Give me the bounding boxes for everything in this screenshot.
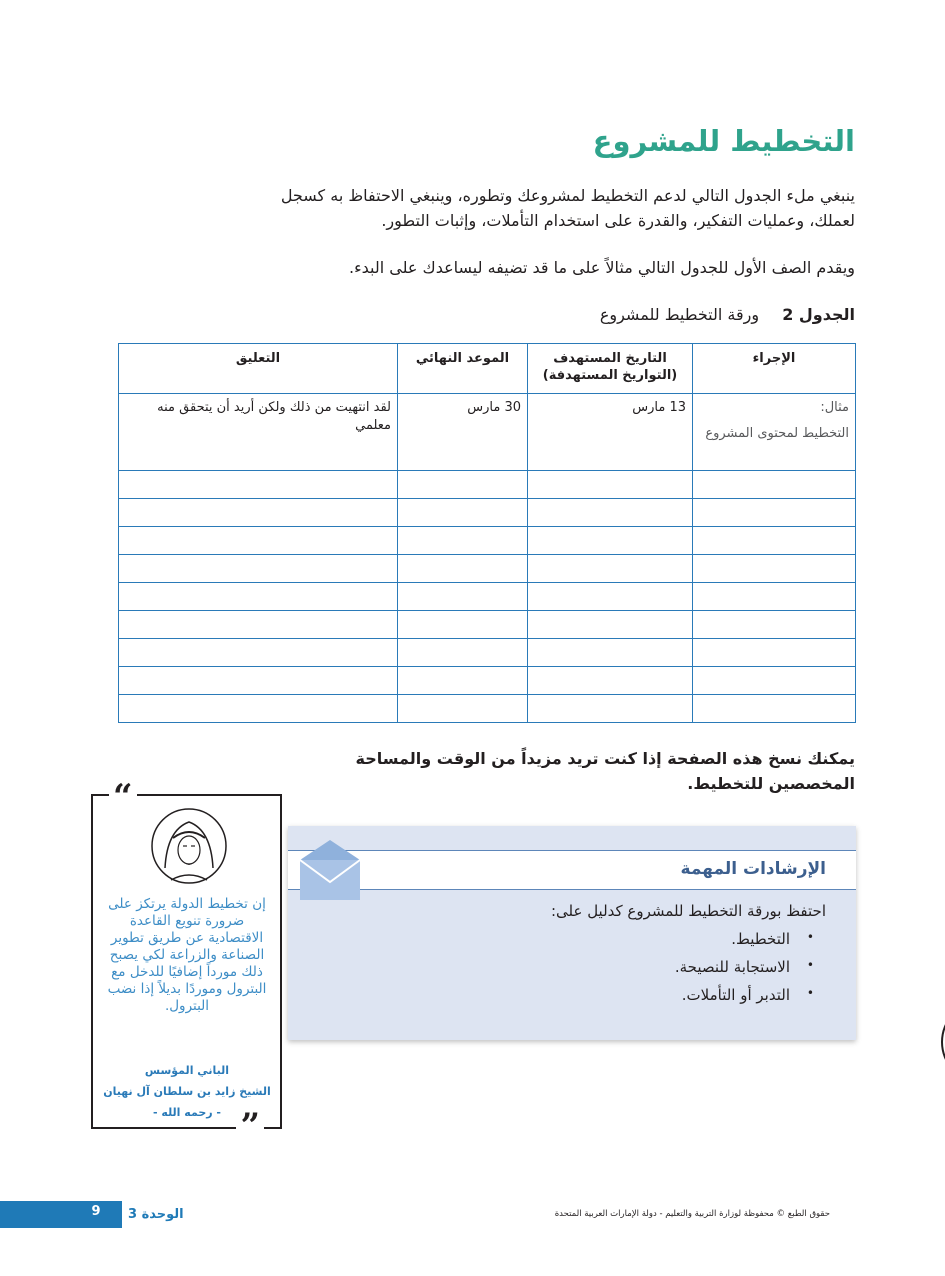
action-cell[interactable] bbox=[693, 471, 856, 499]
table-row bbox=[119, 583, 856, 611]
action-cell[interactable] bbox=[693, 695, 856, 723]
deadline-cell[interactable] bbox=[398, 667, 528, 695]
header-target-date: التاريخ المستهدف (التواريخ المستهدفة) bbox=[528, 344, 693, 394]
deadline-cell[interactable] bbox=[398, 639, 528, 667]
example-row bbox=[119, 394, 856, 471]
example-target-date: 13 مارس bbox=[528, 394, 693, 471]
deadline-cell[interactable] bbox=[398, 611, 528, 639]
page-number: 9 bbox=[91, 1204, 101, 1219]
table-row bbox=[119, 667, 856, 695]
table-row bbox=[119, 695, 856, 723]
deadline-cell[interactable] bbox=[398, 555, 528, 583]
comment-cell[interactable] bbox=[119, 667, 398, 695]
list-item: • الاستجابة للنصيحة. bbox=[326, 958, 826, 976]
deadline-cell[interactable] bbox=[398, 583, 528, 611]
planning-table bbox=[118, 343, 856, 723]
comment-cell[interactable] bbox=[119, 555, 398, 583]
header-comment: التعليق bbox=[119, 344, 398, 394]
table-row bbox=[119, 639, 856, 667]
guidance-body bbox=[326, 902, 826, 1014]
intro-paragraph-2: ويقدم الصف الأول للجدول التالي مثالاً على ما قد تضيفه ليساعدك على البدء. bbox=[349, 258, 855, 277]
example-deadline: 30 مارس bbox=[398, 394, 528, 471]
table-caption-number: الجدول 2 bbox=[782, 305, 855, 324]
table-row bbox=[119, 611, 856, 639]
action-cell[interactable] bbox=[693, 527, 856, 555]
header-action: الإجراء bbox=[693, 344, 856, 394]
table-row bbox=[119, 527, 856, 555]
target-date-cell[interactable] bbox=[528, 555, 693, 583]
table-caption bbox=[155, 305, 855, 324]
example-comment: لقد انتهيت من ذلك ولكن أريد أن يتحقق منه معلمي bbox=[119, 394, 398, 471]
deadline-cell[interactable] bbox=[398, 695, 528, 723]
guidance-title: الإرشادات المهمة bbox=[680, 859, 826, 879]
target-date-cell[interactable] bbox=[528, 499, 693, 527]
guidance-list bbox=[326, 930, 826, 1004]
action-cell[interactable] bbox=[693, 583, 856, 611]
open-quote-icon: “ bbox=[109, 782, 137, 810]
target-date-cell[interactable] bbox=[528, 667, 693, 695]
copyright-text: حقوق الطبع © محفوظة لوزارة التربية والتعليم - دولة الإمارات العربية المتحدة bbox=[554, 1209, 830, 1219]
comment-cell[interactable] bbox=[119, 527, 398, 555]
guidance-intro: احتفظ بورقة التخطيط للمشروع كدليل على: bbox=[550, 902, 826, 920]
example-label: مثال: bbox=[820, 400, 849, 415]
intro-paragraph: ينبغي ملء الجدول التالي لدعم التخطيط لمشروعك وتطوره، وينبغي الاحتفاظ به كسجل لعملك، وعمليات التفكير، والقدرة على استخدام التأملات، وإثبات التطور. bbox=[280, 186, 855, 230]
table-row bbox=[119, 555, 856, 583]
header-deadline: الموعد النهائي bbox=[398, 344, 528, 394]
envelope-icon bbox=[296, 834, 364, 904]
decorative-circle bbox=[941, 1000, 945, 1084]
list-item: • التدبر أو التأملات. bbox=[326, 986, 826, 1004]
guidance-box bbox=[288, 826, 856, 1040]
deadline-cell[interactable] bbox=[398, 527, 528, 555]
action-cell[interactable] bbox=[693, 639, 856, 667]
action-cell[interactable] bbox=[693, 499, 856, 527]
guidance-header bbox=[288, 850, 856, 890]
target-date-cell[interactable] bbox=[528, 695, 693, 723]
page-title: التخطيط للمشروع bbox=[592, 124, 855, 158]
quote-text: إن تخطيط الدولة يرتكز على ضرورة تنويع القاعدة الاقتصادية عن طريق تطوير الصناعة والزراعة لكي يصبح ذلك مورداً إضافيًا للدخل مع البترول وموردًا بديلاً إذا نضب البترول. bbox=[107, 896, 267, 1014]
action-cell[interactable] bbox=[693, 611, 856, 639]
deadline-cell[interactable] bbox=[398, 471, 528, 499]
quote-box bbox=[91, 782, 282, 1139]
target-date-cell[interactable] bbox=[528, 471, 693, 499]
target-date-cell[interactable] bbox=[528, 611, 693, 639]
comment-cell[interactable] bbox=[119, 639, 398, 667]
target-date-cell[interactable] bbox=[528, 583, 693, 611]
example-action: التخطيط لمحتوى المشروع bbox=[705, 426, 849, 441]
close-quote-icon: ” bbox=[236, 1111, 264, 1139]
author-name: الشيخ زايد بن سلطان آل نهيان bbox=[103, 1085, 271, 1098]
author-title: الباني المؤسس bbox=[144, 1064, 230, 1077]
table-caption-title: ورقة التخطيط للمشروع bbox=[599, 305, 760, 324]
action-cell[interactable] bbox=[693, 555, 856, 583]
copy-note: يمكنك نسخ هذه الصفحة إذا كنت تريد مزيداً من الوقت والمساحة المخصصين للتخطيط. bbox=[355, 749, 855, 793]
comment-cell[interactable] bbox=[119, 499, 398, 527]
list-item: • التخطيط. bbox=[326, 930, 826, 948]
portrait-avatar bbox=[151, 808, 227, 884]
unit-label: الوحدة 3 bbox=[128, 1207, 184, 1222]
table-header-row bbox=[119, 344, 856, 394]
action-cell[interactable] bbox=[693, 667, 856, 695]
comment-cell[interactable] bbox=[119, 695, 398, 723]
deadline-cell[interactable] bbox=[398, 499, 528, 527]
table-row bbox=[119, 471, 856, 499]
target-date-cell[interactable] bbox=[528, 527, 693, 555]
example-action-cell bbox=[693, 394, 856, 471]
comment-cell[interactable] bbox=[119, 583, 398, 611]
table-row bbox=[119, 499, 856, 527]
target-date-cell[interactable] bbox=[528, 639, 693, 667]
author-suffix: - رحمه الله - bbox=[153, 1106, 221, 1119]
comment-cell[interactable] bbox=[119, 611, 398, 639]
comment-cell[interactable] bbox=[119, 471, 398, 499]
